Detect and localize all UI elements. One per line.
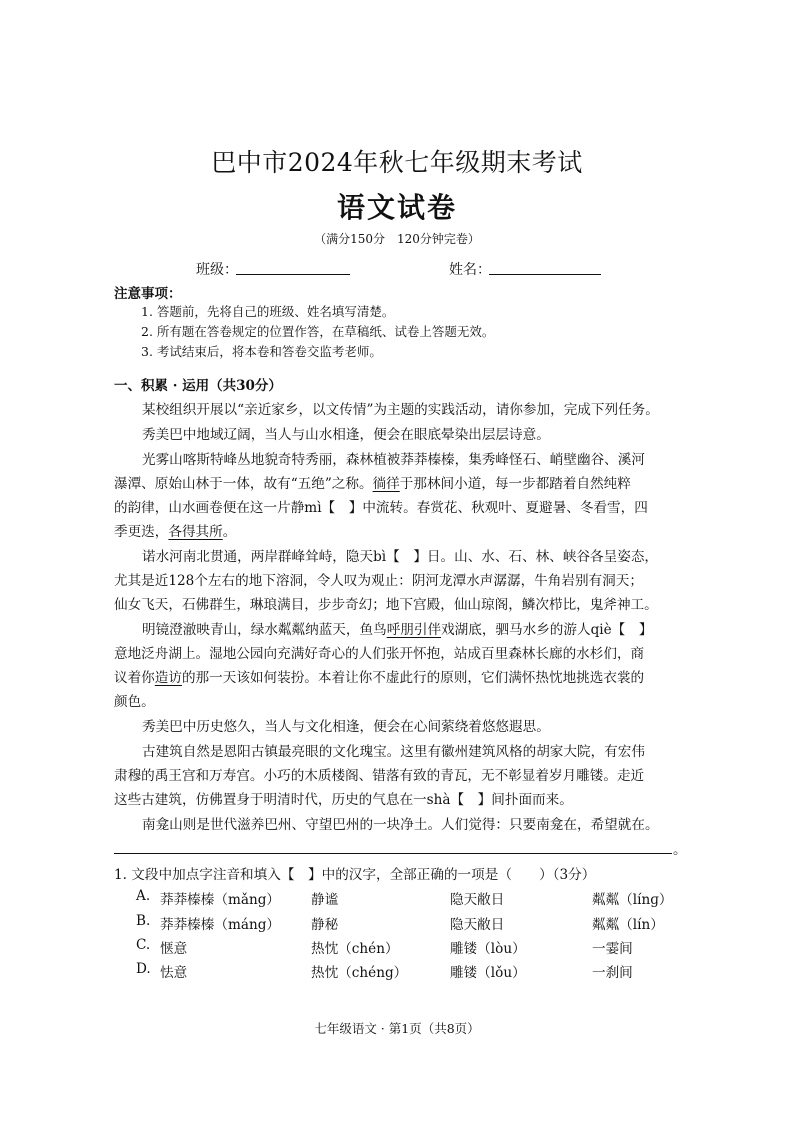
notice-item: 1. 答题前，先将自己的班级、姓名填写清楚。 bbox=[141, 304, 395, 319]
option-choice: 粼粼（línɡ） bbox=[592, 892, 673, 908]
paragraph-line: 光雾山喀斯特峰丛地貌奇特秀丽，森林植被莽莽榛榛，集秀峰怪石、峭壁幽谷、溪河 bbox=[142, 452, 645, 468]
underlined-word: 造访 bbox=[154, 670, 182, 686]
paragraph-line: 意地泛舟湖上。湿地公园向充满好奇心的人们张开怀抱，站成百里森林长廊的水杉们，商 bbox=[114, 646, 645, 662]
notice-item: 2. 所有题在答卷规定的位置作答，在草稿纸、试卷上答题无效。 bbox=[141, 324, 495, 339]
paragraph-line: 诺水河南北贯通，两岸群峰耸峙，隐天bì【 】日。山、水、石、林、峡谷各呈姿态， bbox=[142, 549, 659, 565]
paragraph-line: 仙女飞天，石佛群生，琳琅满目，步步奇幻；地下宫殿，仙山琼阁，鳞次栉比，鬼斧神工。 bbox=[114, 597, 658, 613]
option-choice: 雕镂（lǒu） bbox=[450, 965, 526, 981]
option-letter[interactable]: A. bbox=[136, 888, 151, 904]
option-choice: 隐天敝日 bbox=[450, 892, 505, 908]
option-choice: 雕镂（lòu） bbox=[450, 941, 526, 957]
name-label: 姓名： bbox=[449, 262, 491, 278]
option-letter[interactable]: B. bbox=[136, 913, 151, 929]
underlined-word: 各得其所 bbox=[168, 524, 223, 540]
paragraph-line: 瀑潭、原始山林于一体，故有“五绝”之称。徜徉于那林间小道，每一步都踏着自然纯粹 bbox=[114, 476, 631, 492]
answer-line[interactable] bbox=[114, 853, 672, 854]
notice-title: 注意事项： bbox=[114, 286, 182, 302]
paragraph-line: 肃穆的禹王宫和万寿宫。小巧的木质楼阁、错落有致的青瓦，无不彰显着岁月雕镂。走近 bbox=[114, 768, 645, 784]
option-choice: 惬意 bbox=[160, 941, 188, 957]
option-letter[interactable]: D. bbox=[136, 961, 151, 977]
paragraph: 秀美巴中地域辽阔，当人与山水相逢，便会在眼底晕染出层层诗意。 bbox=[142, 427, 550, 443]
option-choice: 热忱（chén） bbox=[311, 941, 399, 957]
option-choice: 隐天敝日 bbox=[450, 917, 505, 933]
paragraph: 南龛山则是世代滋养巴州、守望巴州的一块净土。人们觉得：只要南龛在，希望就在。 bbox=[142, 817, 659, 833]
paragraph-line: 议着你造访的那一天该如何装扮。本着让你不虚此行的原则，它们满怀热忱地挑选衣裳的 bbox=[114, 670, 645, 686]
option-choice: 粼粼（lín） bbox=[592, 917, 664, 933]
page-footer: 七年级语文 · 第1页（共8页） bbox=[314, 1021, 480, 1036]
option-choice: 热忱（chéng） bbox=[311, 965, 408, 981]
paragraph-line: 这些古建筑，仿佛置身于明清时代，历史的气息在一shà【 】间扑面而来。 bbox=[114, 792, 573, 808]
paragraph-line: 颜色。 bbox=[114, 694, 155, 710]
paragraph: 秀美巴中历史悠久，当人与文化相逢，便会在心间萦绕着悠悠遐思。 bbox=[142, 719, 550, 735]
subject-title: 语文试卷 bbox=[336, 191, 457, 224]
notice-item: 3. 考试结束后，将本卷和答卷交监考老师。 bbox=[141, 344, 382, 359]
option-choice: 一霎间 bbox=[592, 941, 633, 957]
paragraph-line: 尤其是近128个左右的地下溶洞，令人叹为观止：阴河龙潭水声潺潺，牛角岩别有洞天； bbox=[114, 573, 643, 589]
option-choice: 静秘 bbox=[311, 917, 339, 933]
paragraph-line: 古建筑自然是恩阳古镇最亮眼的文化瑰宝。这里有徽州建筑风格的胡家大院，有宏伟 bbox=[142, 744, 645, 760]
line-end-mark: 。 bbox=[673, 842, 687, 858]
option-choice: 莽莽榛榛（máng） bbox=[160, 917, 281, 933]
option-choice: 怯意 bbox=[160, 965, 188, 981]
paragraph-line: 明镜澄澈映青山，绿水粼粼纳蓝天，鱼鸟呼朋引伴戏湖底，驷马水乡的游人qiè【 】 bbox=[142, 622, 653, 638]
class-field[interactable] bbox=[236, 274, 350, 275]
intro-paragraph: 某校组织开展以“亲近家乡，以文传情”为主题的实践活动，请你参加，完成下列任务。 bbox=[142, 402, 659, 418]
underlined-word: 呼朋引伴 bbox=[386, 622, 442, 638]
option-choice: 一刹间 bbox=[592, 965, 633, 981]
question-stem: 1. 文段中加点字注音和填入【 】中的汉字，全部正确的一项是（ ）（3分） bbox=[114, 867, 596, 883]
paragraph-line: 的韵律，山水画卷便在这一片静mì【 】中流转。春赏花、秋观叶、夏避暑、冬看雪，四 bbox=[114, 500, 648, 516]
exam-title: 巴中市2024年秋七年级期末考试 bbox=[211, 148, 583, 177]
section-heading: 一、积累 · 运用（共30分） bbox=[114, 378, 282, 394]
class-label: 班级： bbox=[196, 262, 238, 278]
option-letter[interactable]: C. bbox=[136, 937, 151, 953]
option-choice: 莽莽榛榛（mǎng） bbox=[160, 892, 281, 908]
option-choice: 静谧 bbox=[311, 892, 339, 908]
paragraph-line: 季更迭，各得其所。 bbox=[114, 524, 237, 540]
exam-subtitle: （满分150分 120分钟完卷） bbox=[314, 232, 480, 246]
underlined-word: 徜徉 bbox=[372, 476, 400, 492]
name-field[interactable] bbox=[489, 274, 601, 275]
